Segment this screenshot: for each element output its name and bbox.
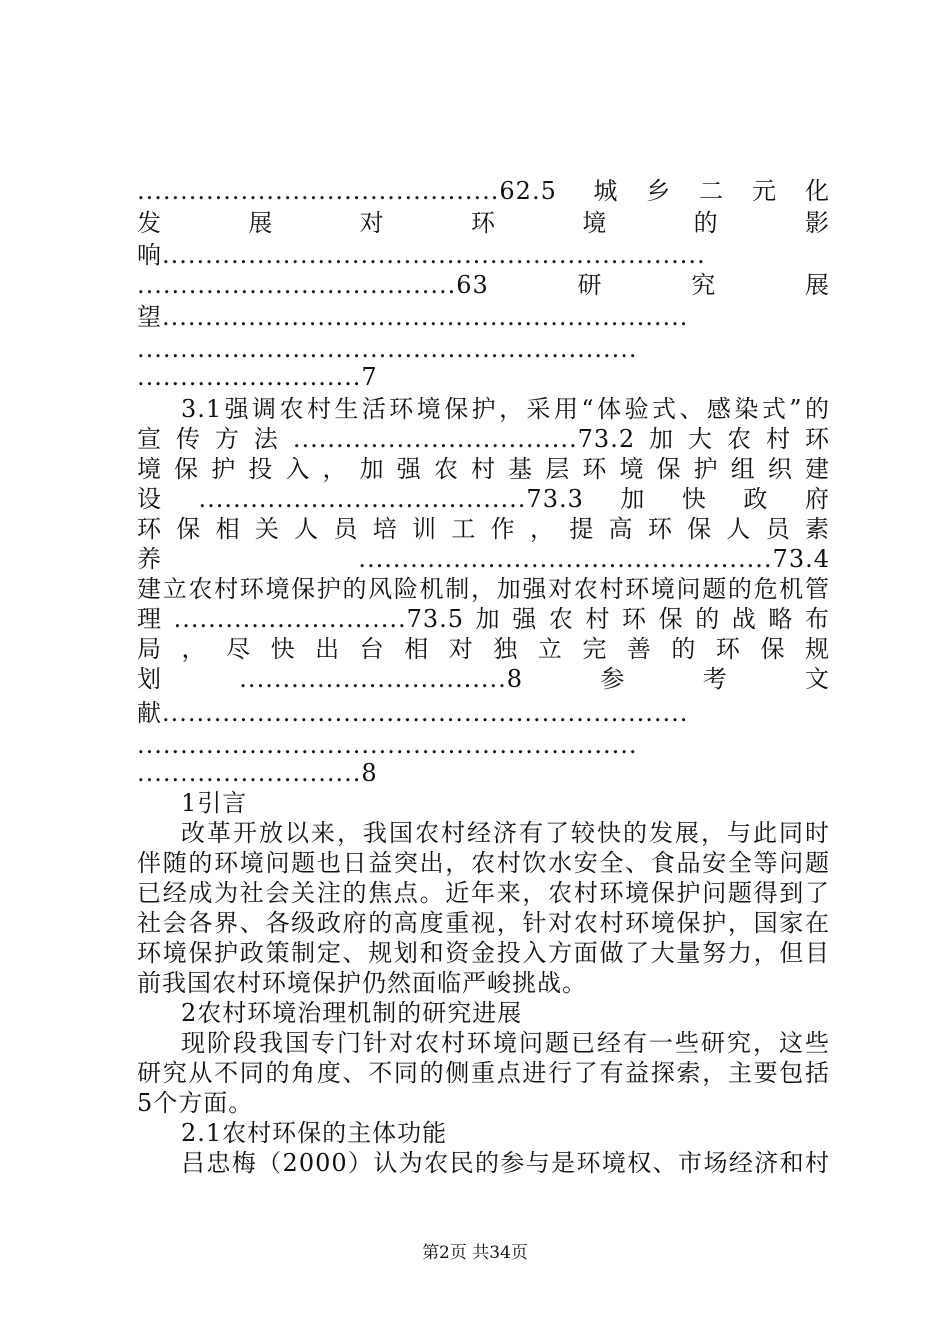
page-footer: 第2页 共34页 (422, 1243, 528, 1263)
paragraph-line: 改革开放以来，我国农村经济有了较快的发展，与此同时 (181, 819, 830, 847)
toc-line: 环保相关人员培训工作，提高环保人员素 (137, 515, 830, 543)
toc-line: 3.1强调农村生活环境保护，采用“体验式、感染式”的 (181, 395, 830, 423)
section-heading: 2农村环境治理机制的研究进展 (181, 999, 523, 1027)
toc-line: 划 ...............................8 参 考 文 (137, 665, 830, 693)
paragraph-line: 研究从不同的角度、不同的侧重点进行了有益探索，主要包括 (137, 1059, 830, 1087)
paragraph-line: 吕忠梅（2000）认为农民的参与是环境权、市场经济和村 (181, 1149, 830, 1177)
toc-line: 望............................................................. (137, 303, 689, 331)
section-heading: 2.1农村环保的主体功能 (181, 1119, 448, 1147)
toc-line: ..........................7 (137, 363, 378, 391)
paragraph-line: 前我国农村环境保护仍然面临严峻挑战。 (137, 969, 587, 997)
toc-line: 宣传方法.................................73.2加大农村环 (137, 425, 830, 453)
toc-line: 局，尽快出台相对独立完善的环保规 (137, 635, 830, 663)
paragraph-line: 伴随的环境问题也日益突出，农村饮水安全、食品安全等问题 (137, 849, 830, 877)
toc-line: ..........................................62.5 城乡二元化 (137, 177, 830, 205)
toc-line: 献............................................................. (137, 699, 689, 727)
paragraph-line: 5个方面。 (137, 1089, 254, 1117)
toc-line: 响............................................................... (137, 241, 706, 269)
toc-line: .......................................................... (137, 335, 638, 363)
paragraph-line: 现阶段我国专门针对农村环境问题已经有一些研究，这些 (181, 1029, 830, 1057)
toc-line: 发 展 对 环 境 的 影 (137, 209, 830, 237)
paragraph-line: 社会各界、各级政府的高度重视，针对农村环境保护，国家在 (137, 909, 830, 937)
toc-line: 建立农村环境保护的风险机制，加强对农村环境问题的危机管 (137, 575, 830, 603)
paragraph-line: 环境保护政策制定、规划和资金投入方面做了大量努力，但目 (137, 939, 830, 967)
toc-line: 养 ................................................73.4 (137, 545, 830, 573)
toc-line: 境保护投入，加强农村基层环境保护组织建 (137, 455, 830, 483)
toc-line: .......................................................... (137, 731, 638, 759)
section-heading: 1引言 (181, 789, 248, 817)
paragraph-line: 已经成为社会关注的焦点。近年来，农村环境保护问题得到了 (137, 879, 830, 907)
toc-line: .....................................63 研 究 展 (137, 271, 830, 299)
toc-line: ..........................8 (137, 759, 378, 787)
toc-line: 理...........................73.5加强农村环保的战略布 (137, 605, 830, 633)
toc-line: 设......................................73.3加快政府 (137, 485, 830, 513)
